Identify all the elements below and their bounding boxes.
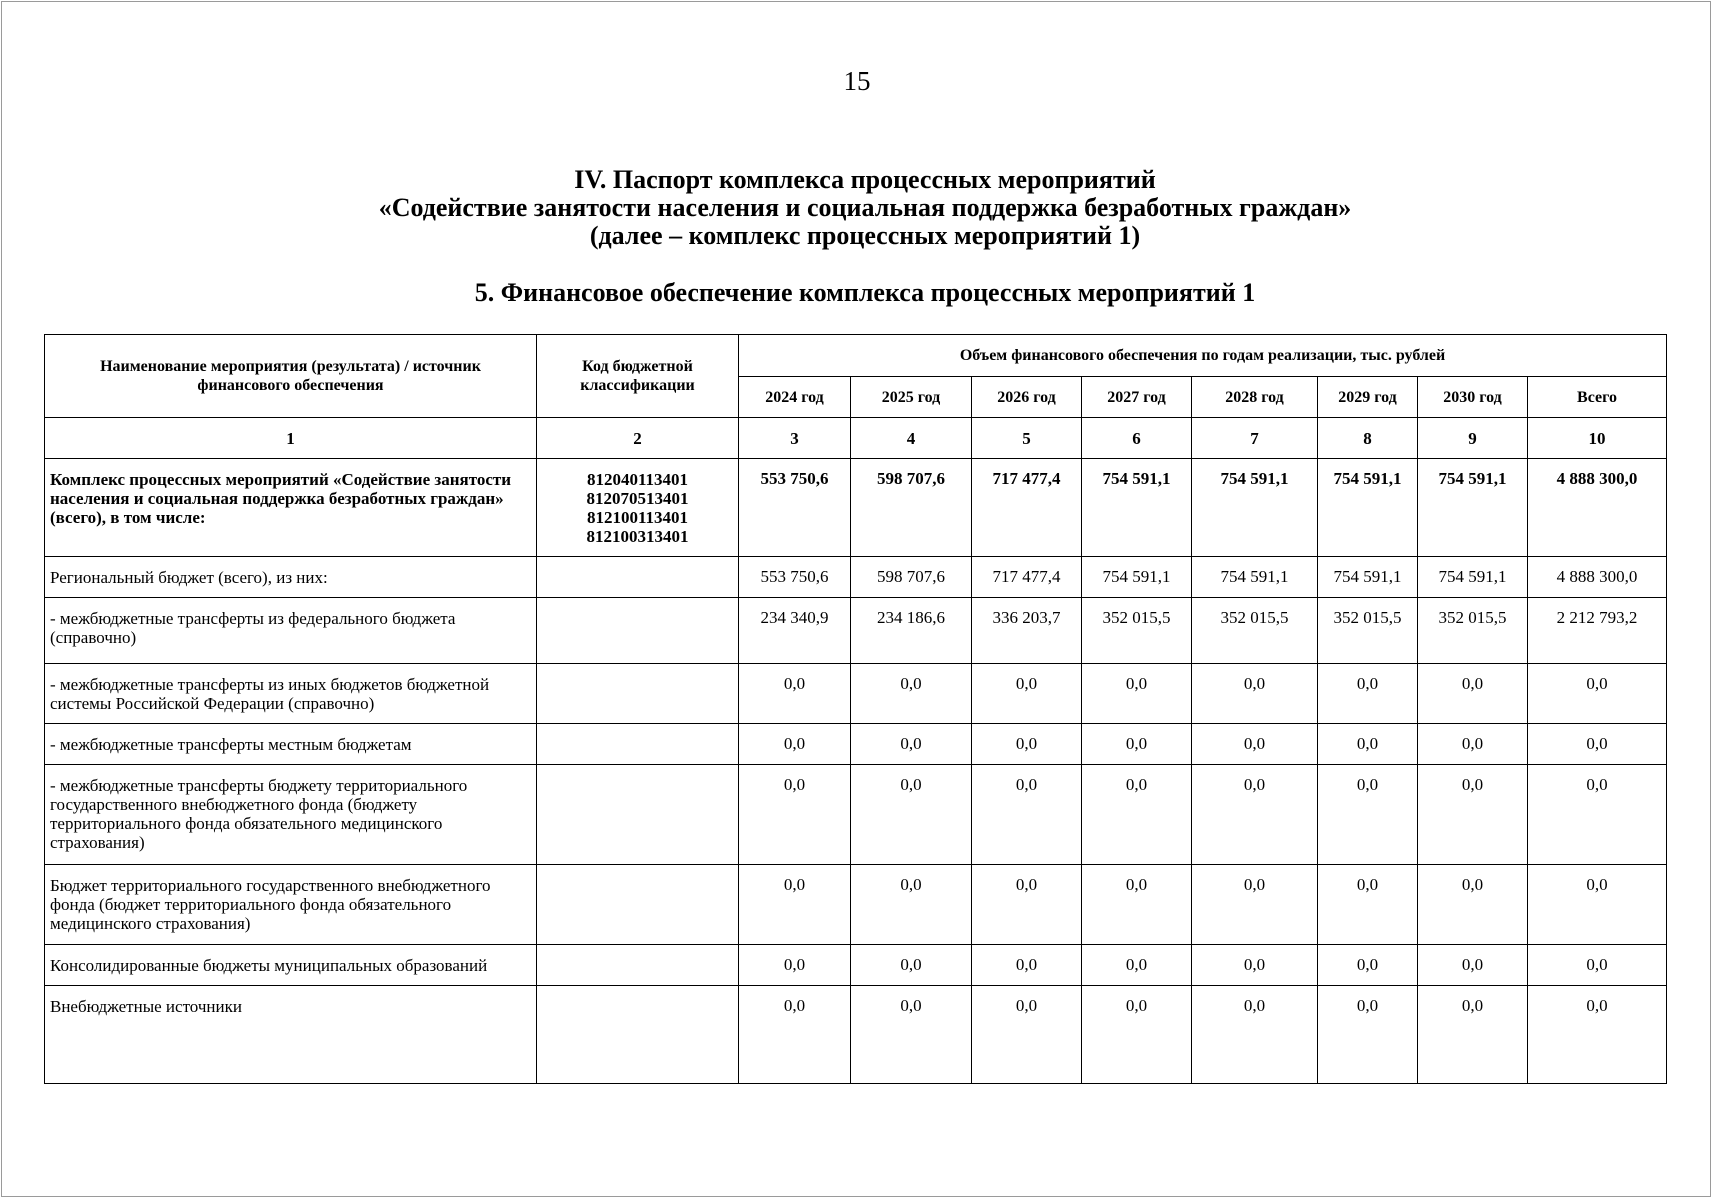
value-cell: 598 707,6 xyxy=(851,557,972,598)
value-cell: 0,0 xyxy=(1082,724,1192,765)
value-cell: 0,0 xyxy=(972,724,1082,765)
value-cell: 352 015,5 xyxy=(1082,598,1192,664)
column-number: 5 xyxy=(972,418,1082,459)
value-cell: 2 212 793,2 xyxy=(1528,598,1667,664)
column-number-row xyxy=(45,418,1667,459)
row-name: Бюджет территориального государственного внебюджетного фонда (бюджет территориального фонда обязательного медицинского страхования) xyxy=(45,865,537,945)
header-year: 2028 год xyxy=(1192,377,1318,418)
row-codes xyxy=(537,865,739,945)
budget-code: 812070513401 xyxy=(586,489,689,508)
value-cell: 0,0 xyxy=(1318,765,1418,865)
column-number: 4 xyxy=(851,418,972,459)
value-cell: 352 015,5 xyxy=(1318,598,1418,664)
header-total: Всего xyxy=(1528,377,1667,418)
value-cell: 0,0 xyxy=(1082,765,1192,865)
value-cell: 0,0 xyxy=(1192,724,1318,765)
value-cell: 0,0 xyxy=(739,765,851,865)
value-cell: 352 015,5 xyxy=(1192,598,1318,664)
row-codes xyxy=(537,598,739,664)
value-cell: 0,0 xyxy=(972,664,1082,724)
value-cell: 4 888 300,0 xyxy=(1528,459,1667,557)
value-cell: 0,0 xyxy=(1318,664,1418,724)
row-name: - межбюджетные трансферты из федерального бюджета (справочно) xyxy=(45,598,537,664)
value-cell: 0,0 xyxy=(851,765,972,865)
value-cell: 0,0 xyxy=(972,765,1082,865)
value-cell: 0,0 xyxy=(1082,986,1192,1084)
header-name-column: Наименование мероприятия (результата) / источник финансового обеспечения xyxy=(45,335,537,418)
value-cell: 0,0 xyxy=(739,724,851,765)
column-number: 10 xyxy=(1528,418,1667,459)
value-cell: 0,0 xyxy=(739,945,851,986)
value-cell: 0,0 xyxy=(739,664,851,724)
value-cell: 0,0 xyxy=(1528,945,1667,986)
title-line-1: IV. Паспорт комплекса процессных мероприятий xyxy=(574,165,1156,194)
header-year: 2029 год xyxy=(1318,377,1418,418)
value-cell: 754 591,1 xyxy=(1318,459,1418,557)
budget-code: 812040113401 xyxy=(586,470,689,489)
value-cell: 754 591,1 xyxy=(1082,557,1192,598)
value-cell: 0,0 xyxy=(851,986,972,1084)
column-number: 1 xyxy=(45,418,537,459)
table-row xyxy=(45,986,1667,1084)
value-cell: 0,0 xyxy=(1528,865,1667,945)
value-cell: 754 591,1 xyxy=(1082,459,1192,557)
row-codes xyxy=(537,765,739,865)
document-title xyxy=(0,166,1714,250)
header-year: 2026 год xyxy=(972,377,1082,418)
row-name: Региональный бюджет (всего), из них: xyxy=(45,557,537,598)
value-cell: 336 203,7 xyxy=(972,598,1082,664)
value-cell: 754 591,1 xyxy=(1192,459,1318,557)
value-cell: 754 591,1 xyxy=(1192,557,1318,598)
table-row xyxy=(45,765,1667,865)
column-number: 9 xyxy=(1418,418,1528,459)
value-cell: 598 707,6 xyxy=(851,459,972,557)
value-cell: 754 591,1 xyxy=(1318,557,1418,598)
header-volume-column: Объем финансового обеспечения по годам реализации, тыс. рублей xyxy=(739,335,1667,377)
budget-code: 812100113401 xyxy=(586,508,689,527)
value-cell: 0,0 xyxy=(1528,765,1667,865)
value-cell: 0,0 xyxy=(1318,724,1418,765)
value-cell: 0,0 xyxy=(739,865,851,945)
row-codes xyxy=(537,724,739,765)
value-cell: 0,0 xyxy=(1418,765,1528,865)
value-cell: 0,0 xyxy=(851,865,972,945)
column-number: 7 xyxy=(1192,418,1318,459)
value-cell: 717 477,4 xyxy=(972,557,1082,598)
value-cell: 0,0 xyxy=(1528,664,1667,724)
value-cell: 0,0 xyxy=(1192,945,1318,986)
value-cell: 0,0 xyxy=(1082,664,1192,724)
row-codes xyxy=(537,986,739,1084)
header-year: 2025 год xyxy=(851,377,972,418)
value-cell: 352 015,5 xyxy=(1418,598,1528,664)
header-year: 2027 год xyxy=(1082,377,1192,418)
row-codes xyxy=(537,664,739,724)
row-name: - межбюджетные трансферты из иных бюджетов бюджетной системы Российской Федерации (справочно) xyxy=(45,664,537,724)
value-cell: 0,0 xyxy=(1192,664,1318,724)
value-cell: 754 591,1 xyxy=(1418,557,1528,598)
value-cell: 553 750,6 xyxy=(739,557,851,598)
header-code-column: Код бюджетной классификации xyxy=(537,335,739,418)
column-number: 3 xyxy=(739,418,851,459)
value-cell: 0,0 xyxy=(1192,986,1318,1084)
value-cell: 0,0 xyxy=(1318,986,1418,1084)
title-line-3: (далее – комплекс процессных мероприятий 1) xyxy=(589,221,1141,250)
row-name: Внебюджетные источники xyxy=(45,986,537,1084)
value-cell: 0,0 xyxy=(1418,945,1528,986)
row-name: - межбюджетные трансферты местным бюджетам xyxy=(45,724,537,765)
table-row xyxy=(45,724,1667,765)
table-row xyxy=(45,865,1667,945)
value-cell: 0,0 xyxy=(851,945,972,986)
value-cell: 0,0 xyxy=(1318,865,1418,945)
value-cell: 0,0 xyxy=(1418,865,1528,945)
value-cell: 0,0 xyxy=(1082,865,1192,945)
value-cell: 0,0 xyxy=(1082,945,1192,986)
page-number: 15 xyxy=(843,66,871,96)
section-title: 5. Финансовое обеспечение комплекса процессных мероприятий 1 xyxy=(474,278,1256,307)
table-row xyxy=(45,459,1667,557)
value-cell: 553 750,6 xyxy=(739,459,851,557)
value-cell: 0,0 xyxy=(851,664,972,724)
value-cell: 0,0 xyxy=(1192,765,1318,865)
value-cell: 0,0 xyxy=(972,865,1082,945)
budget-code: 812100313401 xyxy=(586,527,689,546)
row-codes xyxy=(537,945,739,986)
table-row xyxy=(45,664,1667,724)
column-number: 6 xyxy=(1082,418,1192,459)
value-cell: 234 340,9 xyxy=(739,598,851,664)
value-cell: 0,0 xyxy=(851,724,972,765)
value-cell: 0,0 xyxy=(1528,986,1667,1084)
value-cell: 0,0 xyxy=(972,945,1082,986)
row-codes xyxy=(537,557,739,598)
table-row xyxy=(45,598,1667,664)
table-row xyxy=(45,945,1667,986)
value-cell: 0,0 xyxy=(1192,865,1318,945)
title-line-2: «Содействие занятости населения и социальная поддержка безработных граждан» xyxy=(378,193,1352,222)
financing-table xyxy=(44,334,1667,1084)
value-cell: 754 591,1 xyxy=(1418,459,1528,557)
column-number: 2 xyxy=(537,418,739,459)
row-name: Консолидированные бюджеты муниципальных образований xyxy=(45,945,537,986)
value-cell: 0,0 xyxy=(1418,724,1528,765)
value-cell: 234 186,6 xyxy=(851,598,972,664)
value-cell: 717 477,4 xyxy=(972,459,1082,557)
value-cell: 0,0 xyxy=(972,986,1082,1084)
column-number: 8 xyxy=(1318,418,1418,459)
value-cell: 0,0 xyxy=(1418,986,1528,1084)
header-year: 2024 год xyxy=(739,377,851,418)
value-cell: 0,0 xyxy=(739,986,851,1084)
header-year: 2030 год xyxy=(1418,377,1528,418)
table-row xyxy=(45,557,1667,598)
row-name: - межбюджетные трансферты бюджету территориального государственного внебюджетного фонда (бюджету территориального фонда обязательного медицинского страхования) xyxy=(45,765,537,865)
row-codes xyxy=(537,459,739,557)
value-cell: 0,0 xyxy=(1418,664,1528,724)
row-name: Комплекс процессных мероприятий «Содействие занятости населения и социальная поддержка безработных граждан» (всего), в том числе: xyxy=(45,459,537,557)
value-cell: 4 888 300,0 xyxy=(1528,557,1667,598)
value-cell: 0,0 xyxy=(1318,945,1418,986)
value-cell: 0,0 xyxy=(1528,724,1667,765)
